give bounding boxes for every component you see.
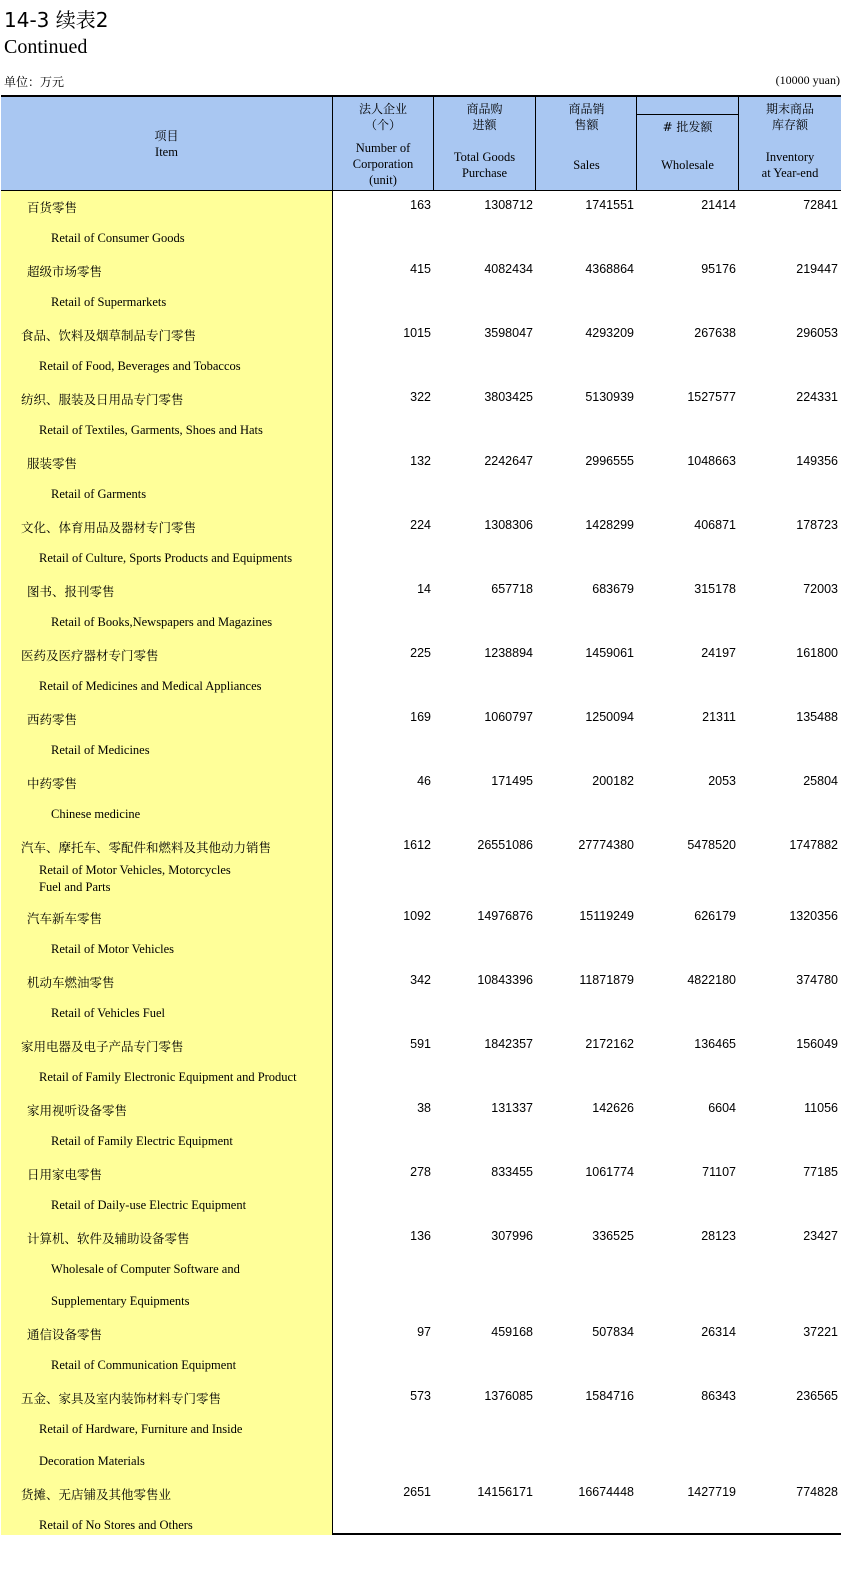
cell-wholesale: 1427719 (687, 1485, 736, 1499)
row-label-en: Retail of Supermarkets (51, 295, 167, 309)
cell-purchase: 3598047 (484, 326, 533, 340)
header-corporation-en: Number of Corporation (unit) (352, 141, 414, 187)
row-label-cn: 货摊、无店铺及其他零售业 (21, 1487, 172, 1502)
cell-corp: 225 (410, 646, 431, 660)
cell-sales: 16674448 (578, 1485, 634, 1499)
row-label-en: Retail of Vehicles Fuel (51, 1006, 165, 1020)
cell-corp: 163 (410, 198, 431, 212)
row-label-cn: 汽车、摩托车、零配件和燃料及其他动力销售 (21, 840, 272, 855)
header-sales (536, 97, 637, 190)
cell-sales: 1061774 (585, 1165, 634, 1179)
cell-wholesale: 86343 (701, 1389, 736, 1403)
cell-purchase: 1060797 (484, 710, 533, 724)
cell-sales: 142626 (592, 1101, 634, 1115)
cell-sales: 1250094 (585, 710, 634, 724)
cell-sales: 27774380 (578, 838, 634, 852)
cell-corp: 1015 (403, 326, 431, 340)
cell-inventory: 161800 (796, 646, 838, 660)
cell-wholesale: 4822180 (687, 973, 736, 987)
row-label-en: Retail of Medicines and Medical Appliances (39, 679, 262, 693)
cell-sales: 11871879 (579, 973, 634, 987)
cell-wholesale: 1048663 (687, 454, 736, 468)
cell-purchase: 307996 (491, 1229, 533, 1243)
cell-wholesale: 267638 (694, 326, 736, 340)
row-label-cn: 家用视听设备零售 (27, 1103, 128, 1118)
row-label-cn: 中药零售 (27, 776, 78, 791)
header-inventory (739, 97, 841, 190)
row-label-cn: 服装零售 (27, 456, 78, 471)
cell-sales: 1459061 (585, 646, 634, 660)
row-label-en: Retail of Daily-use Electric Equipment (51, 1198, 247, 1212)
cell-inventory: 774828 (796, 1485, 838, 1499)
cell-sales: 4368864 (585, 262, 634, 276)
cell-corp: 2651 (403, 1485, 431, 1499)
cell-corp: 278 (410, 1165, 431, 1179)
cell-sales: 4293209 (585, 326, 634, 340)
row-label-en: Retail of Textiles, Garments, Shoes and Hats (39, 423, 263, 437)
header-purchase (434, 97, 536, 190)
cell-purchase: 1376085 (484, 1389, 533, 1403)
unit-label-en: (10000 yuan) (775, 73, 840, 87)
cell-corp: 169 (410, 710, 431, 724)
cell-inventory: 72841 (803, 198, 838, 212)
cell-wholesale: 5478520 (687, 838, 736, 852)
cell-corp: 14 (417, 582, 431, 596)
cell-sales: 507834 (592, 1325, 634, 1339)
header-inventory-en: Inventory at Year-end (761, 150, 819, 180)
header-item-cn: 项目 (154, 129, 179, 143)
row-label-cn: 西药零售 (27, 712, 78, 727)
row-label-en: Retail of Food, Beverages and Tobaccos (39, 359, 241, 373)
row-label-en: Retail of Motor Vehicles, Motorcycles (39, 863, 231, 877)
cell-sales: 200182 (592, 774, 634, 788)
cell-corp: 97 (417, 1325, 431, 1339)
row-label-cn: 家用电器及电子产品专门零售 (21, 1039, 184, 1054)
cell-purchase: 833455 (491, 1165, 533, 1179)
cell-purchase: 459168 (491, 1325, 533, 1339)
cell-corp: 342 (410, 973, 431, 987)
header-corporation-cn: 法人企业 （个） (358, 102, 407, 132)
row-label-cn: 百货零售 (27, 200, 78, 215)
row-label-en: Retail of Books,Newspapers and Magazines (51, 615, 273, 629)
cell-purchase: 14156171 (477, 1485, 533, 1499)
row-label-en: Retail of Motor Vehicles (51, 942, 175, 956)
cell-sales: 1741551 (585, 198, 634, 212)
unit-label-cn: 单位：万元 (4, 75, 65, 89)
cell-inventory: 156049 (796, 1037, 838, 1051)
cell-inventory: 72003 (803, 582, 838, 596)
cell-wholesale: 406871 (694, 518, 736, 532)
row-label-cn: 日用家电零售 (27, 1167, 103, 1182)
header-purchase-cn: 商品购 进额 (466, 102, 503, 132)
row-label-cn: 机动车燃油零售 (27, 975, 115, 990)
cell-wholesale: 71107 (702, 1165, 736, 1179)
data-table (1, 95, 841, 1535)
cell-inventory: 219447 (796, 262, 838, 276)
header-wholesale (637, 97, 739, 190)
cell-wholesale: 136465 (694, 1037, 736, 1051)
cell-corp: 46 (417, 774, 431, 788)
cell-inventory: 178723 (796, 518, 838, 532)
row-label-en: Supplementary Equipments (51, 1294, 190, 1308)
row-label-en: Retail of Family Electronic Equipment and Product (39, 1070, 297, 1084)
cell-corp: 1092 (403, 909, 431, 923)
cell-sales: 2996555 (585, 454, 634, 468)
row-label-en: Retail of Consumer Goods (51, 231, 185, 245)
cell-purchase: 657718 (491, 582, 533, 596)
cell-inventory: 37221 (803, 1325, 838, 1339)
header-divider (637, 114, 738, 115)
cell-wholesale: 24197 (701, 646, 736, 660)
cell-purchase: 10843396 (477, 973, 533, 987)
row-label-cn: 通信设备零售 (27, 1327, 103, 1342)
cell-inventory: 135488 (796, 710, 838, 724)
row-label-en: Retail of No Stores and Others (39, 1518, 193, 1532)
cell-corp: 132 (410, 454, 431, 468)
cell-purchase: 4082434 (484, 262, 533, 276)
header-item-en: Item (155, 145, 178, 159)
cell-purchase: 1308712 (484, 198, 533, 212)
row-label-en: Retail of Culture, Sports Products and Equipments (39, 551, 293, 565)
cell-corp: 322 (410, 390, 431, 404)
row-label-en: Fuel and Parts (39, 880, 111, 894)
row-label-en: Retail of Hardware, Furniture and Inside (39, 1422, 243, 1436)
cell-corp: 224 (410, 518, 431, 532)
row-label-cn: 文化、体育用品及器材专门零售 (21, 520, 197, 535)
cell-sales: 1584716 (585, 1389, 634, 1403)
cell-inventory: 236565 (796, 1389, 838, 1403)
header-purchase-en: Total Goods Purchase (453, 150, 516, 180)
cell-purchase: 171495 (491, 774, 533, 788)
cell-sales: 683679 (592, 582, 634, 596)
cell-wholesale: 21414 (701, 198, 736, 212)
row-label-cn: 食品、饮料及烟草制品专门零售 (21, 328, 197, 343)
row-label-en: Retail of Medicines (51, 743, 150, 757)
row-label-en: Retail of Garments (51, 487, 147, 501)
header-sales-group (536, 97, 637, 190)
cell-purchase: 1238894 (484, 646, 533, 660)
cell-corp: 136 (410, 1229, 431, 1243)
header-sales-en: Sales (573, 158, 600, 172)
cell-wholesale: 315178 (694, 582, 736, 596)
cell-wholesale: 28123 (701, 1229, 736, 1243)
cell-inventory: 1320356 (789, 909, 838, 923)
cell-corp: 38 (417, 1101, 431, 1115)
row-label-cn: 计算机、软件及辅助设备零售 (27, 1231, 190, 1246)
row-label-cn: 超级市场零售 (27, 264, 103, 279)
cell-purchase: 2242647 (484, 454, 533, 468)
header-inventory-cn: 期末商品 库存额 (765, 102, 814, 132)
row-label-cn: 图书、报刊零售 (27, 584, 115, 599)
row-label-cn: 汽车新车零售 (27, 911, 103, 926)
cell-inventory: 149356 (796, 454, 838, 468)
cell-inventory: 224331 (796, 390, 838, 404)
cell-sales: 5130939 (585, 390, 634, 404)
table-subtitle: Continued (4, 36, 88, 58)
cell-wholesale: 1527577 (687, 390, 736, 404)
cell-corp: 415 (410, 262, 431, 276)
row-label-en: Retail of Family Electric Equipment (51, 1134, 233, 1148)
cell-purchase: 14976876 (477, 909, 533, 923)
cell-sales: 15119249 (579, 909, 634, 923)
cell-wholesale: 21311 (702, 710, 736, 724)
cell-purchase: 1842357 (484, 1037, 533, 1051)
cell-sales: 1428299 (585, 518, 634, 532)
cell-purchase: 1308306 (484, 518, 533, 532)
header-wholesale-cn: # 批发额 (662, 120, 713, 134)
cell-inventory: 25804 (803, 774, 838, 788)
cell-corp: 573 (410, 1389, 431, 1403)
cell-inventory: 1747882 (789, 838, 838, 852)
cell-purchase: 26551086 (477, 838, 533, 852)
row-label-cn: 五金、家具及室内装饰材料专门零售 (21, 1391, 222, 1406)
cell-wholesale: 626179 (694, 909, 736, 923)
header-item (1, 97, 333, 190)
cell-sales: 336525 (592, 1229, 634, 1243)
header-wholesale-en: Wholesale (661, 158, 714, 172)
cell-corp: 591 (410, 1037, 431, 1051)
cell-purchase: 131337 (491, 1101, 533, 1115)
cell-inventory: 11056 (804, 1101, 838, 1115)
cell-wholesale: 6604 (708, 1101, 736, 1115)
cell-wholesale: 95176 (701, 262, 736, 276)
row-label-en: Decoration Materials (39, 1454, 145, 1468)
row-label-en: Retail of Communication Equipment (51, 1358, 237, 1372)
cell-wholesale: 26314 (701, 1325, 736, 1339)
row-label-cn: 医药及医疗器材专门零售 (21, 648, 159, 663)
cell-inventory: 296053 (796, 326, 838, 340)
header-corporation (333, 97, 434, 190)
cell-sales: 2172162 (585, 1037, 634, 1051)
cell-wholesale: 2053 (708, 774, 736, 788)
row-label-cn: 纺织、服装及日用品专门零售 (21, 392, 184, 407)
row-label-en: Wholesale of Computer Software and (51, 1262, 240, 1276)
cell-purchase: 3803425 (484, 390, 533, 404)
cell-inventory: 77185 (803, 1165, 838, 1179)
table-header (1, 97, 841, 191)
row-label-en: Chinese medicine (51, 807, 141, 821)
cell-inventory: 23427 (803, 1229, 838, 1243)
cell-corp: 1612 (403, 838, 431, 852)
header-sales-cn: 商品销 售额 (568, 102, 605, 132)
cell-inventory: 374780 (796, 973, 838, 987)
table-title: 14-3 续表2 (4, 8, 109, 32)
